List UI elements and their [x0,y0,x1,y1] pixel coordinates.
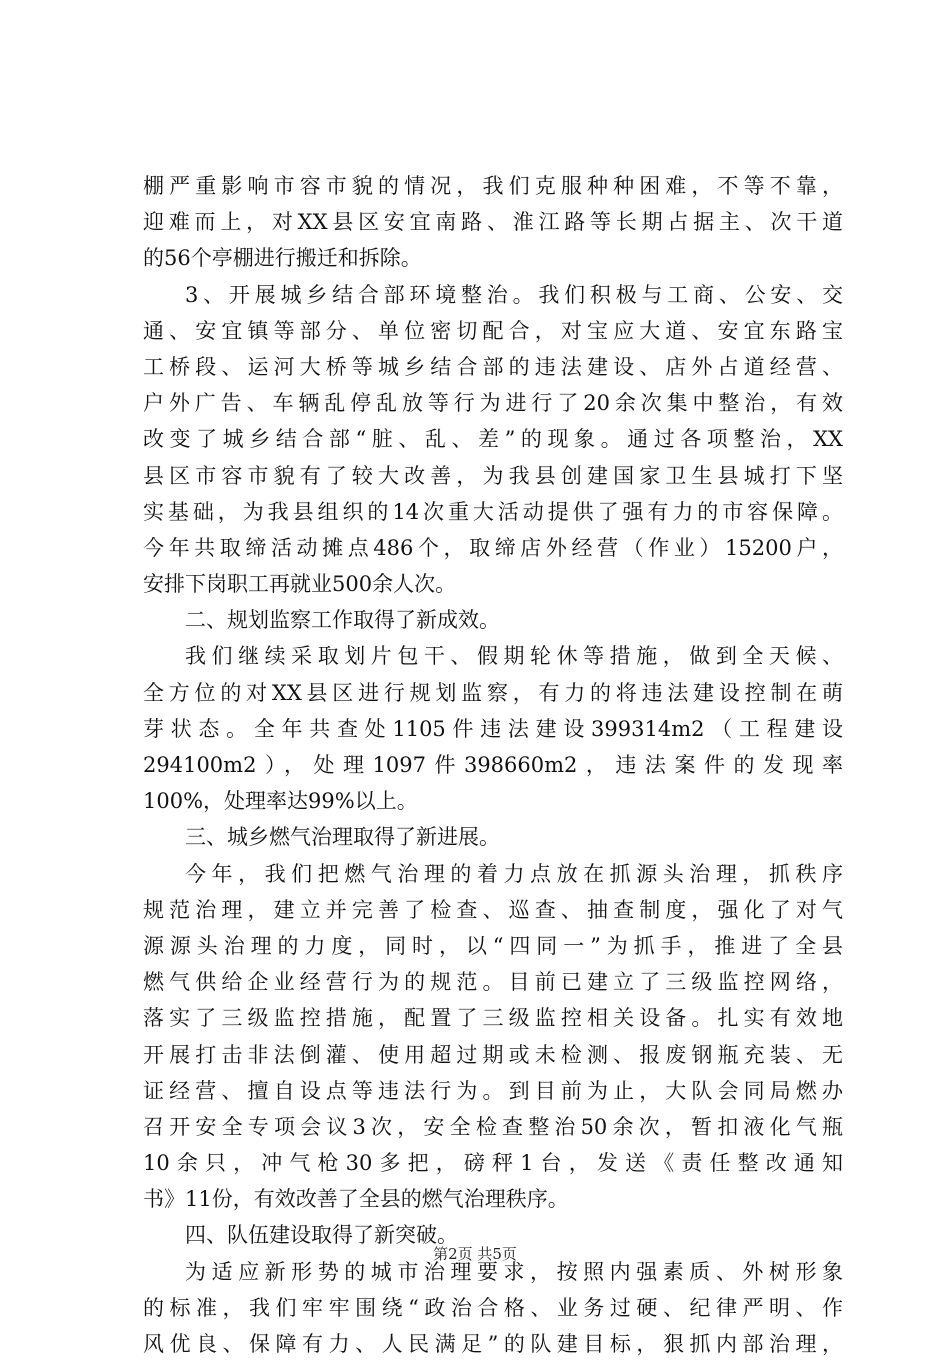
text-line: 实基础，为我县组织的14次重大活动提供了强有力的市容保障。 [143,499,843,524]
document-body [143,168,843,1362]
text-line: 户外广告、车辆乱停乱放等行为进行了20余次集中整治，有效 [143,391,843,416]
text-line: 棚严重影响市容市貌的情况，我们克服种种困难，不等不靠， [143,174,843,198]
text-line: 为适应新形势的城市治理要求，按照内强素质、外树形象 [185,1259,843,1284]
text-line: 今年，我们把燃气治理的着力点放在抓源头治理，抓秩序 [185,861,843,886]
text-line: 风优良、保障有力、人民满足”的队建目标，狠抓内部治理， [143,1332,843,1356]
text-line: 的标准，我们牢牢围绕“政治合格、业务过硬、纪律严明、作 [143,1295,843,1320]
text-line: 3、开展城乡结合部环境整治。我们积极与工商、公安、交 [185,282,843,307]
text-line: 落实了三级监控措施，配置了三级监控相关设备。扎实有效地 [143,1006,843,1031]
text-line: 迎难而上，对XX县区安宜南路、淮江路等长期占据主、次干道 [143,210,843,235]
text-line: 通、安宜镇等部分、单位密切配合，对宝应大道、安宜东路宝 [143,318,843,343]
text-line: 我们继续采取划片包干、假期轮休等措施，做到全天候、 [185,644,843,669]
text-line: 规范治理，建立并完善了检查、巡查、抽查制度，强化了对气 [143,897,843,922]
text-line: 源源头治理的力度，同时，以“四同一”为抓手，推进了全县 [143,933,843,958]
section-heading: 四、队伍建设取得了新突破。 [185,1223,458,1248]
text-line: 294100m2），处理1097件398660m2，违法案件的发现率 [143,753,843,777]
page-number-footer: 第2页 共5页 [433,1245,517,1263]
text-line: 召开安全专项会议3次，安全检查整治50余次，暂扣液化气瓶 [143,1114,843,1139]
text-line: 10余只，冲气枪30多把，磅秤1台，发送《责任整改通知 [143,1151,843,1176]
text-line: 工桥段、运河大桥等城乡结合部的违法建设、店外占道经营、 [143,354,843,379]
text-line: 证经营、擅自设点等违法行为。到目前为止，大队会同局燃办 [143,1078,843,1103]
text-line: 安排下岗职工再就业500余人次。 [143,572,457,597]
text-line: 全方位的对XX县区进行规划监察，有力的将违法建设控制在萌 [143,680,843,705]
text-line: 县区市容市貌有了较大改善，为我县创建国家卫生县城打下坚 [143,463,843,488]
text-line: 燃气供给企业经营行为的规范。目前已建立了三级监控网络， [143,970,843,995]
text-line: 今年共取缔活动摊点486个，取缔店外经营（作业）15200户， [143,535,843,560]
text-line: 100%，处理率达99%以上。 [143,789,418,814]
section-heading: 二、规划监察工作取得了新成效。 [185,608,500,633]
text-line: 芽状态。全年共查处1105件违法建设399314m2（工程建设 [143,716,843,741]
text-line: 的56个亭棚进行搬迁和拆除。 [143,246,422,271]
section-heading: 三、城乡燃气治理取得了新进展。 [185,825,500,850]
text-line: 书》11份，有效改善了全县的燃气治理秩序。 [143,1187,569,1212]
text-line: 改变了城乡结合部“脏、乱、差”的现象。通过各项整治，XX [143,427,843,452]
text-line: 开展打击非法倒灌、使用超过期或未检测、报废钢瓶充装、无 [143,1042,843,1067]
